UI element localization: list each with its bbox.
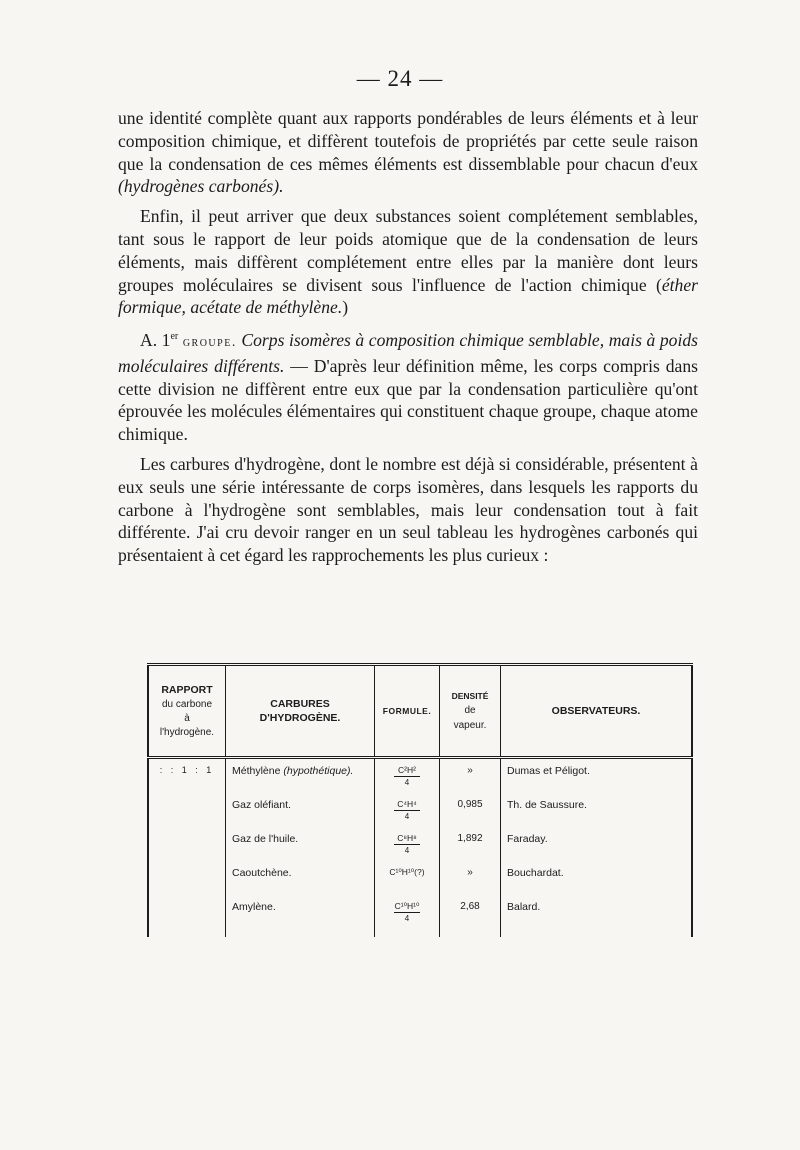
density-cell: 2,68 <box>440 901 501 937</box>
ratio-cell <box>148 867 226 901</box>
ratio-cell <box>148 901 226 937</box>
table-row <box>148 833 692 867</box>
observer-cell: Balard. <box>507 901 541 913</box>
paragraph-2-text: Enfin, il peut arriver que deux substances soient complétement semblables, tant sous le rapport de leur poids atomique que de la condensation de leurs éléments, mais diffèrent complétement entre elles par la manière dont leurs groupes moléculaires se divisent sous l'influence de l'action chimique ( <box>118 206 698 295</box>
carbures-table <box>147 663 693 937</box>
table-row <box>148 758 692 800</box>
formula-cell: C¹⁰H¹⁰(?) <box>375 867 440 901</box>
formula-cell: $\frac{\text{C²H²}}{4}$ <box>375 758 440 800</box>
table-row <box>148 867 692 901</box>
paragraph-2 <box>118 205 698 319</box>
density-cell: 1,892 <box>440 833 501 867</box>
header-observers: OBSERVATEURS. <box>501 665 693 758</box>
table-row <box>148 901 692 937</box>
carbure-name: Gaz de l'huile. <box>226 833 375 867</box>
formula-cell: $\frac{\text{C⁴H⁴}}{4}$ <box>375 799 440 833</box>
formula-cell: $\frac{\text{C¹⁰H¹⁰}}{4}$ <box>375 901 440 937</box>
carbure-name: Gaz oléfiant. <box>226 799 375 833</box>
observer-cell: Th. de Saussure. <box>507 799 587 811</box>
ratio-cell: : : 1 : 1 <box>148 758 226 800</box>
paragraph-2-italic: éther formique, acétate de méthylène. <box>118 274 698 318</box>
page-number: — 24 — <box>356 66 444 91</box>
header-ratio: RAPPORT du carbone à l'hydrogène. <box>148 665 226 758</box>
paragraph-1 <box>118 107 698 198</box>
paragraph-1-text: une identité complète quant aux rapports pondérables de leurs éléments et à leur composition chimique, et diffèrent toutefois de propriétés par cette seule raison que la condensation de ces mêmes éléments est dissemblable pour chacun d'eux <box>118 108 698 174</box>
paragraph-4: Les carbures d'hydrogène, dont le nombre est déjà si considérable, présentent à eux seuls une série intéressante de corps isomères, dans lesquels les rapports du carbone à l'hydrogène sont semblables, mais leur condensation tout à fait différente. J'ai cru devoir ranger en un seul tableau les hydrogènes carbonés qui présentaient à cet égard les rapprochements les plus curieux : <box>118 454 698 566</box>
paragraph-1-italic: (hydrogènes carbonés). <box>118 176 284 197</box>
formula-cell: $\frac{\text{C⁸H⁸}}{4}$ <box>375 833 440 867</box>
table-row <box>148 799 692 833</box>
carbure-name: Amylène. <box>226 901 375 937</box>
ratio-cell <box>148 799 226 833</box>
carbure-name: Méthylène (hypothétique). <box>226 758 375 800</box>
table-header-row <box>148 665 692 758</box>
header-formula: FORMULE. <box>375 665 440 758</box>
header-density: DENSITÉ de vapeur. <box>440 665 501 758</box>
header-name: CARBURES D'HYDROGÈNE. <box>226 665 375 758</box>
observer-cell: Faraday. <box>507 833 548 845</box>
section-title: Corps isomères à composition chimique semblable, mais à poids moléculaires différents. <box>118 330 698 376</box>
paragraph-3 <box>118 326 698 446</box>
density-cell: » <box>440 867 501 901</box>
density-cell: 0,985 <box>440 799 501 833</box>
ratio-cell <box>148 833 226 867</box>
body-text <box>118 107 698 567</box>
section-label: groupe. <box>182 335 237 351</box>
ordinal-suffix: er <box>170 331 179 343</box>
paragraph-3-text: — D'après leur définition même, les corps compris dans cette division ne diffèrent entre eux que par la condensation particulière qu'ont éprouvée les molécules élémentaires qui constituent chaque groupe, chaque atome chimique. <box>118 355 698 445</box>
observer-cell: Dumas et Péligot. <box>507 765 590 777</box>
observer-cell: Bouchardat. <box>507 867 564 879</box>
section-letter: A. 1 <box>140 330 171 351</box>
density-cell: » <box>440 758 501 800</box>
carbure-name: Caoutchène. <box>226 867 375 901</box>
paragraph-2-end: ) <box>342 297 349 318</box>
